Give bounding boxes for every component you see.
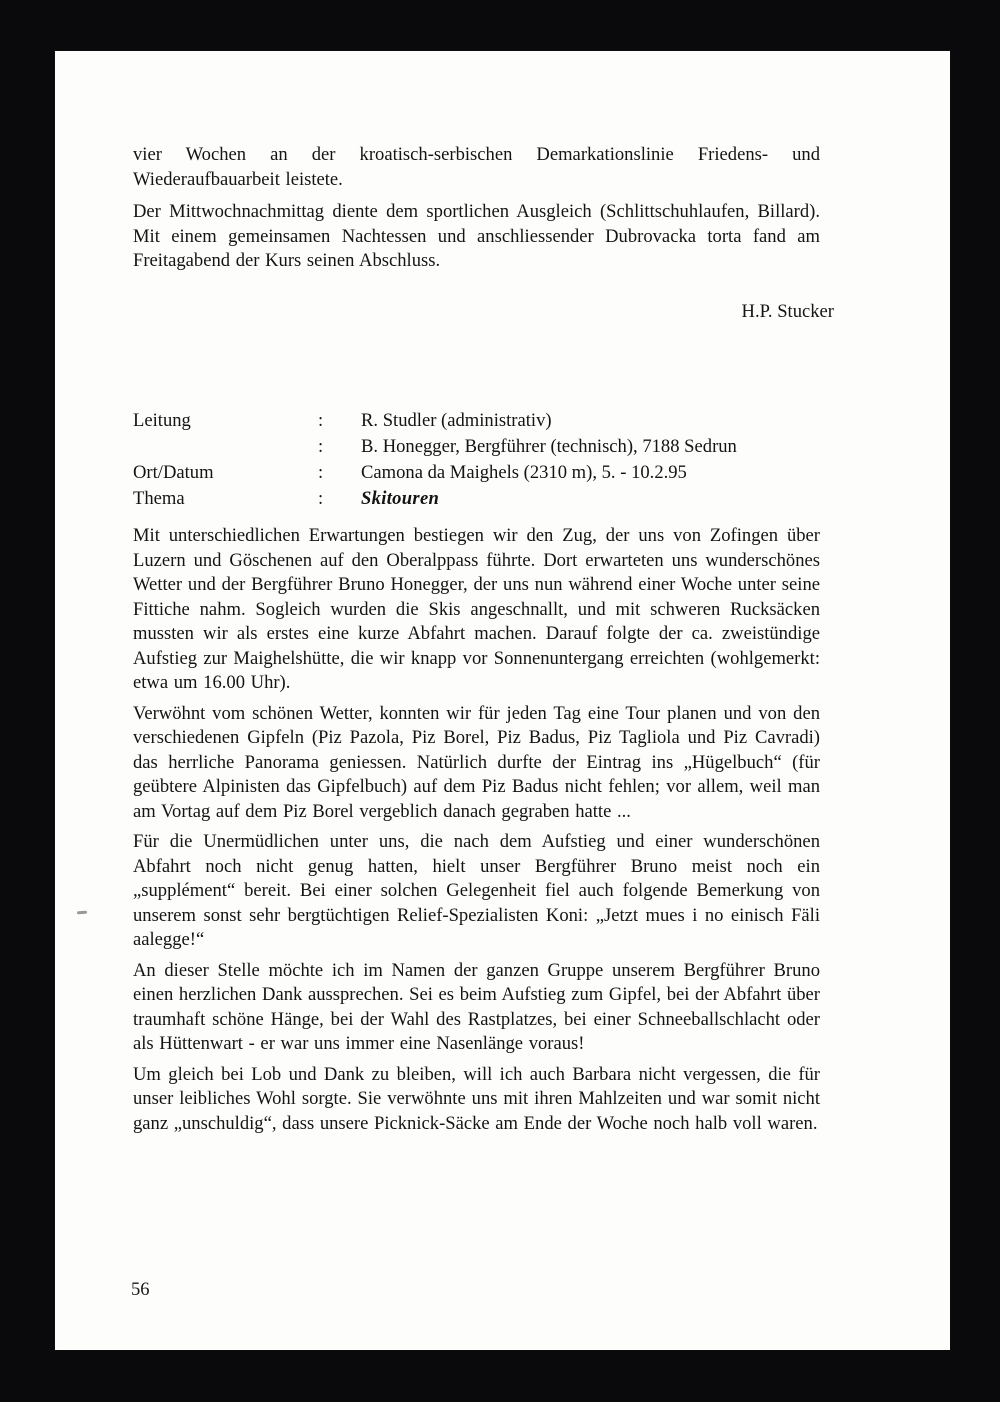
meta-value-theme: Skitouren: [361, 488, 440, 509]
meta-label: Leitung: [133, 410, 191, 431]
signature: H.P. Stucker: [741, 300, 834, 322]
paragraph: Um gleich bei Lob und Dank zu bleiben, will ich auch Barbara nicht vergessen, die für unser leibliches Wohl sorgte. Sie verwöhnte uns mit ihren Mahlzeiten und war somit nicht ganz „unschuldig“, dass unsere Picknick-Säcke am Ende der Woche noch halb voll waren.: [133, 1063, 820, 1134]
document-page: [55, 51, 950, 1350]
paragraph: Für die Unermüdlichen unter uns, die nach dem Aufstieg und einer wunderschönen Abfahrt noch nicht genug hatten, hielt unser Bergführer Bruno meist noch ein „supplément“ bereit. Bei einer solchen Gelegenheit fiel auch folgende Bemerkung von unserem sonst sehr bergtüchtigen Relief-Spezialisten Koni: „Jetzt mues i no einisch Fäli aalegge!“: [133, 831, 820, 950]
meta-table: [133, 408, 820, 512]
meta-separator: :: [318, 436, 324, 457]
meta-value: Camona da Maighels (2310 m), 5. - 10.2.95: [361, 462, 687, 483]
meta-separator: :: [318, 488, 324, 509]
meta-row: [133, 486, 820, 512]
paragraph: Der Mittwochnachmittag diente dem sportlichen Ausgleich (Schlittschuhlaufen, Billard). Mit einem gemeinsamen Nachtessen und anschliessender Dubrovacka torta fand am Freitagabend der Kurs seinen Abschluss.: [133, 201, 820, 271]
meta-separator: :: [318, 462, 324, 483]
meta-value: R. Studler (administrativ): [361, 410, 552, 431]
meta-row: [133, 434, 820, 460]
page-content: [55, 51, 950, 1136]
paragraph: An dieser Stelle möchte ich im Namen der ganzen Gruppe unserem Bergführer Bruno einen herzlichen Dank aussprechen. Sei es beim Aufstieg zum Gipfel, bei der Abfahrt über traumhaft schöne Hänge, bei der Wahl des Rastplatzes, bei einer Schneeballschlacht oder als Hüttenwart - er war uns immer eine Nasenlänge voraus!: [133, 959, 820, 1054]
meta-value: B. Honegger, Bergführer (technisch), 7188 Sedrun: [361, 436, 737, 457]
meta-label: Ort/Datum: [133, 462, 214, 483]
meta-separator: :: [318, 410, 324, 431]
paragraph: Mit unterschiedlichen Erwartungen bestiegen wir den Zug, der uns von Zofingen über Luzern und Göschenen auf den Oberalppass führte. Dort erwarteten uns wunderschönes Wetter und der Bergführer Bruno Honegger, der uns nun während einer Woche unter seine Fittiche nahm. Sogleich wurden die Skis angeschnallt, und mit schweren Rucksäcken mussten wir als erstes eine kurze Abfahrt machen. Darauf folgte der ca. zweistündige Aufstieg zur Maighelshütte, die wir knapp vor Sonnenuntergang erreichten (wohlgemerkt: etwa um 16.00 Uhr).: [133, 525, 820, 693]
page-number: 56: [131, 1279, 150, 1300]
paragraph: vier Wochen an der kroatisch-serbischen Demarkationslinie Friedens- und Wiederaufbauarbeit leistete.: [133, 144, 820, 190]
paragraph: Verwöhnt vom schönen Wetter, konnten wir für jeden Tag eine Tour planen und von den verschiedenen Gipfeln (Piz Pazola, Piz Borel, Piz Badus, Piz Tagliola und Piz Cavradi) das herrliche Panorama geniessen. Natürlich durfte der Eintrag ins „Hügelbuch“ (für geübtere Alpinisten das Gipfelbuch) auf dem Piz Badus nicht fehlen; vor allem, weil man am Vortag auf dem Piz Borel vergeblich danach gegraben hatte ...: [133, 702, 820, 822]
meta-label: Thema: [133, 488, 185, 509]
meta-label: [133, 434, 318, 460]
meta-row: [133, 408, 820, 434]
meta-row: [133, 460, 820, 486]
